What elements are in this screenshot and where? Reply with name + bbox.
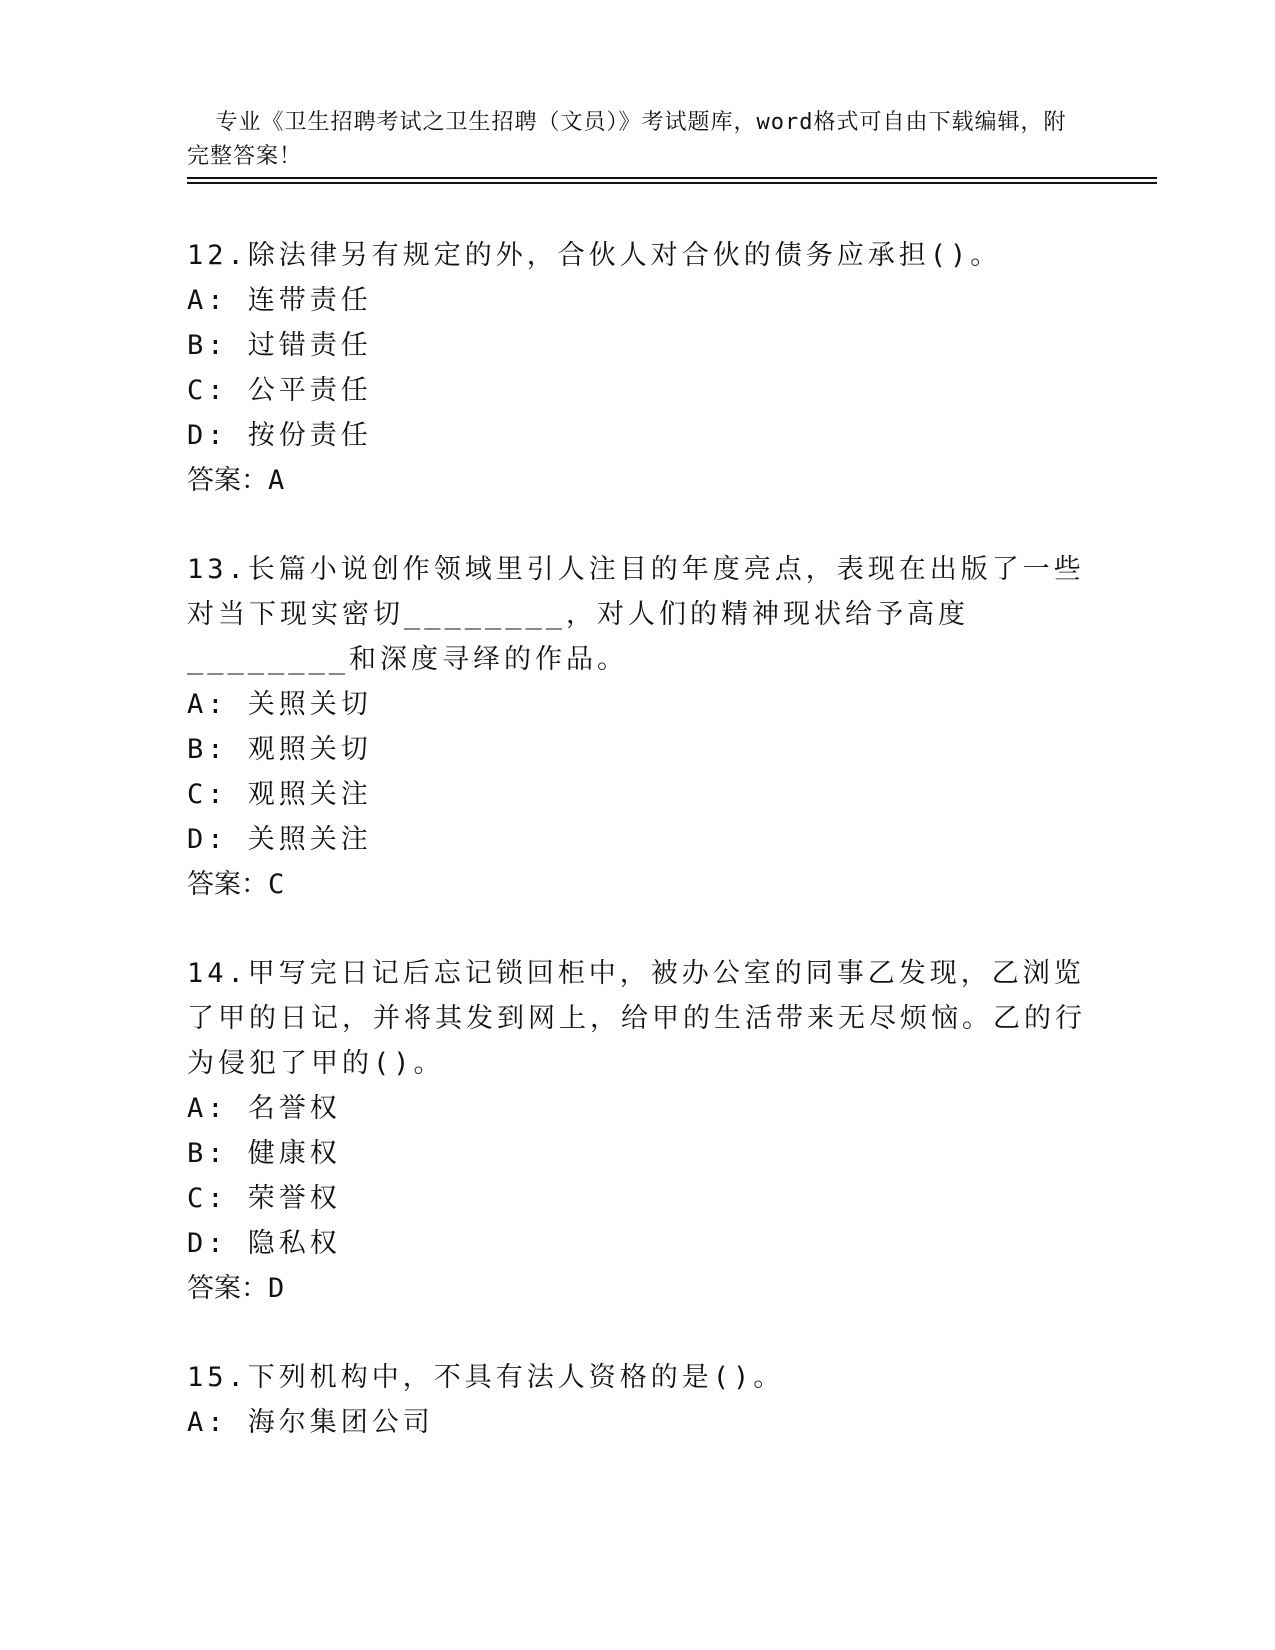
- answer-line: [187, 862, 1087, 907]
- option-letter: B:: [187, 330, 228, 361]
- answer-label: 答案：: [187, 1273, 268, 1304]
- option-letter: D:: [187, 420, 228, 451]
- document-header: [187, 72, 1067, 174]
- option-b: [187, 323, 1087, 368]
- option-d: [187, 1221, 1087, 1266]
- option-text: 公平责任: [247, 375, 372, 406]
- option-a: [187, 1086, 1087, 1131]
- option-a: [187, 682, 1087, 727]
- answer-label: 答案：: [187, 869, 268, 900]
- answer-value: D: [268, 1273, 285, 1304]
- option-text: 过错责任: [247, 330, 372, 361]
- option-letter: C:: [187, 779, 228, 810]
- option-letter: A:: [187, 689, 228, 720]
- option-text: 按份责任: [247, 420, 372, 451]
- option-text: 隐私权: [247, 1228, 341, 1259]
- option-text: 观照关注: [247, 779, 372, 810]
- answer-value: A: [268, 465, 285, 496]
- question-text: 14.甲写完日记后忘记锁回柜中，被办公室的同事乙发现，乙浏览了甲的日记，并将其发到网上，给甲的生活带来无尽烦恼。乙的行为侵犯了甲的()。: [187, 958, 1086, 1079]
- option-letter: D:: [187, 824, 228, 855]
- question-13: [187, 547, 1087, 907]
- option-text: 健康权: [247, 1138, 341, 1169]
- option-text: 关照关注: [247, 824, 372, 855]
- option-c: [187, 368, 1087, 413]
- option-letter: A:: [187, 1093, 228, 1124]
- question-list: [187, 233, 1087, 1489]
- question-text: 15.下列机构中，不具有法人资格的是()。: [187, 1362, 785, 1393]
- option-b: [187, 1131, 1087, 1176]
- option-d: [187, 413, 1087, 458]
- option-letter: C:: [187, 375, 228, 406]
- question-text: 13.长篇小说创作领域里引人注目的年度亮点，表现在出版了一些对当下现实密切________，对人们的精神现状给予高度________和深度寻绎的作品。: [187, 554, 1085, 675]
- option-letter: A:: [187, 285, 228, 316]
- option-letter: C:: [187, 1183, 228, 1214]
- option-d: [187, 817, 1087, 862]
- option-a: [187, 278, 1087, 323]
- option-b: [187, 727, 1087, 772]
- question-14: [187, 951, 1087, 1311]
- option-letter: B:: [187, 1138, 228, 1169]
- answer-value: C: [268, 869, 285, 900]
- header-divider-bottom: [187, 182, 1157, 184]
- question-15: [187, 1355, 1087, 1445]
- option-a: [187, 1400, 1087, 1445]
- option-c: [187, 1176, 1087, 1221]
- option-c: [187, 772, 1087, 817]
- question-text: 12.除法律另有规定的外，合伙人对合伙的债务应承担()。: [187, 240, 1002, 271]
- answer-label: 答案：: [187, 465, 268, 496]
- option-letter: B:: [187, 734, 228, 765]
- option-letter: A:: [187, 1407, 228, 1438]
- option-text: 名誉权: [247, 1093, 341, 1124]
- answer-line: [187, 458, 1087, 503]
- option-text: 关照关切: [247, 689, 372, 720]
- option-letter: D:: [187, 1228, 228, 1259]
- header-divider-top: [187, 177, 1157, 179]
- option-text: 连带责任: [247, 285, 372, 316]
- header-text: 专业《卫生招聘考试之卫生招聘（文员）》考试题库，word格式可自由下载编辑，附完整答案！: [187, 110, 1067, 169]
- question-12: [187, 233, 1087, 503]
- answer-line: [187, 1266, 1087, 1311]
- option-text: 海尔集团公司: [247, 1407, 434, 1438]
- option-text: 荣誉权: [247, 1183, 341, 1214]
- option-text: 观照关切: [247, 734, 372, 765]
